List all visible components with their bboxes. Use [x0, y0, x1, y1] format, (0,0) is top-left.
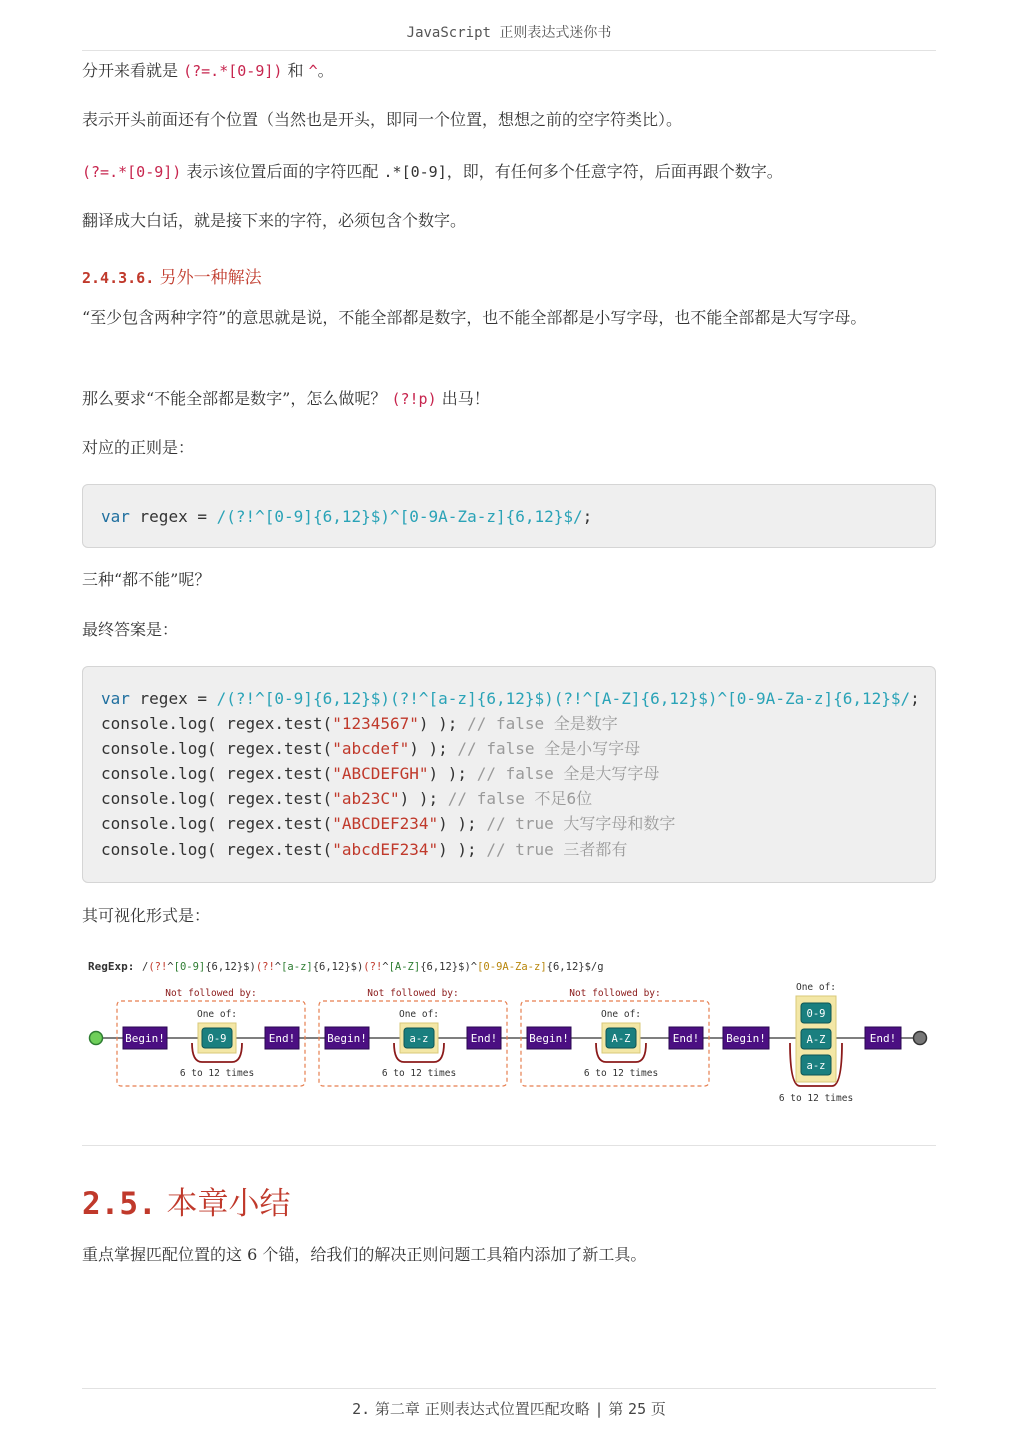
code-block: [82, 666, 936, 883]
paragraph: 最终答案是：: [82, 620, 179, 639]
repeat-label: 6 to 12 times: [381, 1068, 457, 1079]
paragraph: 表示开头前面还有个位置（当然也是开头，即同一个位置，想想之前的空字符类比）。: [82, 110, 683, 129]
regexp-part: /: [142, 961, 149, 973]
code-line: [101, 761, 659, 786]
page-label: 页: [646, 1400, 666, 1418]
page-number: 25: [628, 1400, 647, 1418]
one-of-label: One of:: [795, 982, 837, 993]
code-text: regex =: [129, 689, 217, 708]
regexp-part: [A-Z]: [388, 961, 421, 973]
paragraph-text: 。: [317, 61, 334, 80]
paragraph: 重点掌握匹配位置的这 6 个锚，给我们的解决正则问题工具箱内添加了新工具。: [82, 1245, 647, 1264]
begin-anchor-label: Begin!: [529, 1032, 569, 1045]
code-string: "abcdef": [332, 739, 410, 758]
code-string: "ab23C": [332, 789, 400, 808]
code-text: console.log( regex.test(: [101, 814, 333, 833]
char-range-label: 0-9: [806, 1008, 826, 1020]
char-range-label: a-z: [806, 1060, 826, 1072]
repeat-label: 6 to 12 times: [583, 1068, 659, 1079]
code-line: [101, 504, 592, 529]
code-text: ) );: [438, 814, 487, 833]
chapter-title: 第二章 正则表达式位置匹配攻略: [370, 1400, 595, 1418]
code-comment: // false 全是大写字母: [476, 764, 660, 783]
end-anchor-label: End!: [268, 1032, 296, 1045]
inline-code: .*[0-9]: [383, 163, 447, 181]
code-text: ) );: [418, 714, 468, 733]
paragraph-text: ，即，有任何多个任意字符，后面再跟个数字。: [446, 162, 783, 181]
regexp-part: ^: [274, 961, 282, 973]
paragraph-text: 那么要求“不能全部都是数字”，怎么做呢？: [82, 389, 392, 408]
code-text: console.log( regex.test(: [101, 789, 333, 808]
regexp-part: (?!: [363, 961, 383, 973]
paragraph: 三种“都不能”呢？: [82, 570, 211, 589]
paragraph-text: 出马！: [436, 389, 490, 408]
section-number: 2.5.: [82, 1186, 157, 1222]
code-string: "abcdEF234": [332, 840, 439, 859]
code-text: ) );: [438, 840, 487, 859]
code-string: "1234567": [332, 714, 419, 733]
chapter-number: 2.: [352, 1400, 371, 1418]
paragraph-text: 和: [282, 61, 309, 80]
paragraph: 对应的正则是：: [82, 438, 195, 457]
lookahead-label: Not followed by:: [367, 988, 459, 999]
paragraph: [82, 158, 936, 186]
code-line: [101, 837, 627, 862]
footer-separator: |: [594, 1400, 604, 1418]
regexp-label: RegExp:: [88, 960, 135, 973]
chapter-section-heading: [82, 1178, 291, 1223]
code-comment: // false 不足6位: [447, 789, 593, 808]
start-node: [90, 1032, 103, 1045]
page-label: 第: [603, 1400, 629, 1418]
repeat-label: 6 to 12 times: [778, 1093, 854, 1104]
begin-anchor-label: Begin!: [327, 1032, 367, 1045]
footer-divider: [82, 1388, 936, 1389]
code-comment: // true 大写字母和数字: [486, 814, 676, 833]
char-range-label: 0-9: [207, 1033, 227, 1045]
page-footer: [82, 1398, 936, 1419]
regexp-part: (?!: [148, 961, 168, 973]
paragraph: [82, 57, 936, 85]
regexp-part: (?!: [255, 961, 275, 973]
diagram-body: [90, 982, 927, 1104]
regexp-expression: [142, 961, 604, 973]
inline-code: ^: [308, 62, 318, 80]
code-text: console.log( regex.test(: [101, 739, 333, 758]
code-text: ) );: [428, 764, 477, 783]
regexp-part: [a-z]: [281, 961, 313, 973]
code-text: ) );: [409, 739, 458, 758]
code-line: [101, 686, 920, 711]
paragraph: 其可视化形式是：: [82, 906, 211, 925]
one-of-label: One of:: [196, 1009, 238, 1020]
inline-code: (?=.*[0-9]): [82, 163, 182, 181]
inline-code: (?!p): [391, 390, 437, 408]
regexp-part: {6,12}$/g: [546, 961, 604, 973]
code-line: [101, 736, 640, 761]
char-range-label: a-z: [409, 1033, 429, 1045]
section-title: 本章小结: [166, 1186, 291, 1222]
lookahead-label: Not followed by:: [165, 988, 257, 999]
paragraph: 翻译成大白话，就是接下来的字符，必须包含个数字。: [82, 211, 467, 230]
code-text: console.log( regex.test(: [101, 764, 333, 783]
end-anchor-label: End!: [672, 1032, 700, 1045]
code-line: [101, 786, 592, 811]
code-keyword: var: [101, 689, 130, 708]
begin-anchor-label: Begin!: [125, 1032, 165, 1045]
code-text: console.log( regex.test(: [101, 714, 333, 733]
begin-anchor-label: Begin!: [726, 1032, 766, 1045]
code-line: [101, 711, 618, 736]
code-text: regex =: [129, 507, 217, 526]
lookahead-label: Not followed by:: [569, 988, 661, 999]
paragraph: [82, 385, 936, 413]
regexp-part: [0-9A-Za-z]: [477, 961, 547, 973]
code-line: [101, 811, 675, 836]
regex-railroad-diagram: [82, 950, 942, 1110]
char-range-label: A-Z: [806, 1034, 826, 1046]
regexp-part: {6,12}$): [312, 961, 364, 973]
one-of-label: One of:: [600, 1009, 642, 1020]
regexp-part: [0-9]: [173, 961, 206, 973]
code-comment: // false 全是小写字母: [457, 739, 641, 758]
regexp-part: {6,12}$): [420, 961, 471, 973]
section-title: 另外一种解法: [159, 268, 262, 288]
regexp-part: ^: [470, 961, 478, 973]
section-heading: [82, 263, 262, 288]
code-text: console.log( regex.test(: [101, 840, 333, 859]
header-divider: [82, 50, 936, 51]
code-string: "ABCDEFGH": [332, 764, 429, 783]
inline-code: (?=.*[0-9]): [183, 62, 283, 80]
end-node: [914, 1032, 927, 1045]
code-text: ;: [910, 689, 920, 708]
repeat-label: 6 to 12 times: [179, 1068, 255, 1079]
section-divider: [82, 1145, 936, 1146]
section-number: 2.4.3.6.: [82, 269, 155, 287]
code-keyword: var: [101, 507, 130, 526]
code-text: ) );: [399, 789, 448, 808]
code-text: ;: [582, 507, 593, 526]
paragraph: “至少包含两种字符”的意思就是说，不能全部都是数字，也不能全部都是小写字母，也不能全部都是大写字母。: [82, 308, 867, 327]
char-range-label: A-Z: [611, 1033, 631, 1045]
code-regex: /(?!^[0-9]{6,12}$)(?!^[a-z]{6,12}$)(?!^[A-Z]{6,12}$)^[0-9A-Za-z]{6,12}$/: [216, 689, 911, 708]
code-string: "ABCDEF234": [332, 814, 439, 833]
paragraph-text: 分开来看就是: [82, 61, 184, 80]
regexp-part: ^: [382, 961, 389, 973]
code-block: [82, 484, 936, 548]
code-regex: /(?!^[0-9]{6,12}$)^[0-9A-Za-z]{6,12}$/: [216, 507, 583, 526]
regexp-part: {6,12}$): [205, 961, 256, 973]
end-anchor-label: End!: [470, 1032, 498, 1045]
one-of-label: One of:: [398, 1009, 440, 1020]
end-anchor-label: End!: [869, 1032, 897, 1045]
page-header: JavaScript 正则表达式迷你书: [406, 25, 612, 41]
paragraph-text: 表示该位置后面的字符匹配: [181, 162, 384, 181]
code-comment: // false 全是数字: [467, 714, 618, 733]
regexp-part: ^: [167, 961, 174, 973]
code-comment: // true 三者都有: [486, 840, 628, 859]
